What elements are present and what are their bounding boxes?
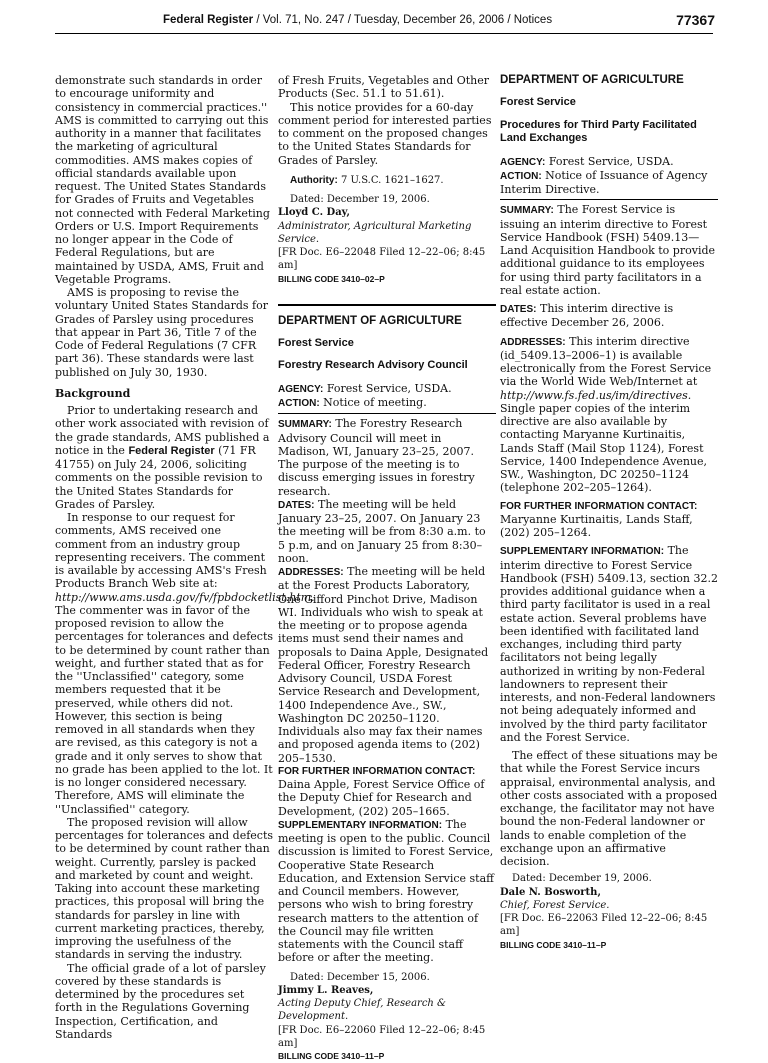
text: The Forestry Research Advisory Council will meet in Madison, WI, January 23–25, 2007. The purpose of the meeting is to discuss emerging issues in forestry research. — [278, 417, 475, 498]
fr-doc-line: [FR Doc. E6–22048 Filed 12–22–06; 8:45 am] — [278, 247, 486, 272]
column-2 — [278, 74, 496, 1063]
header-details: / Vol. 71, No. 247 / Tuesday, December 26, 2006 / Notices — [253, 14, 553, 26]
signer-name: Lloyd C. Day, — [278, 207, 351, 219]
fr-doc-line: [FR Doc. E6–22060 Filed 12–22–06; 8:45 am] — [278, 1024, 486, 1049]
page-number: 77367 — [676, 12, 715, 28]
label: SUPPLEMENTARY INFORMATION: — [278, 819, 443, 831]
text: Notice of Issuance of Agency Interim Directive. — [500, 168, 708, 196]
web-link[interactable]: http://www.ams.usda.gov/fv/fpbdocketlist.htm. — [55, 590, 315, 604]
action-line — [500, 169, 718, 197]
contact-text: Maryanne Kurtinaitis, Lands Staff, (202) 205–1264. — [500, 512, 693, 539]
action-line — [278, 396, 496, 410]
billing-code: BILLING CODE 3410–02–P — [278, 273, 385, 284]
addresses — [500, 335, 718, 495]
label: SUMMARY: — [500, 205, 554, 217]
text: This interim directive is effective December 26, 2006. — [500, 302, 674, 330]
supplementary-info — [500, 544, 718, 744]
paragraph: of Fresh Fruits, Vegetables and Other Products (Sec. 51.1 to 51.61). — [278, 74, 490, 101]
label: SUMMARY: — [278, 419, 332, 431]
dated-line: Dated: December 15, 2006. — [290, 971, 430, 983]
column-3 — [500, 74, 718, 952]
header-rule — [55, 33, 713, 34]
divider — [278, 304, 496, 306]
paragraph: AMS is proposing to revise the voluntary United States Standards for Grades of Parsley using procedures that appear in Part 36, Title 7 of the Code of Federal Regulations (7 CFR part 36). These standards were last published on July 30, 1930. — [55, 286, 268, 379]
contact-label: FOR FURTHER INFORMATION CONTACT: — [500, 500, 698, 512]
label: DATES: — [278, 499, 315, 511]
page-header — [55, 12, 715, 32]
text: Single paper copies of the interim directive are also available by contacting Maryanne Kurtinaitis, Lands Staff (Mail Stop 1124), Forest Service, 1400 Independence Avenue, SW., Washington, DC 20250–1124 (telephone 202–205–1264). — [500, 401, 708, 495]
text: 7 U.S.C. 1621–1627. — [337, 174, 444, 186]
label: ADDRESSES: — [278, 567, 344, 578]
text-bold: Federal Register — [128, 444, 215, 457]
summary — [500, 203, 718, 297]
billing-code: BILLING CODE 3410–11–P — [278, 1051, 385, 1061]
text: The Forest Service is issuing an interim directive to Forest Service Handbook (FSH) 5409.13—Land Acquisition Handbook to provide additional guidance to its employees for using third party facilitators in a real estate action. — [500, 203, 716, 297]
summary — [278, 417, 496, 498]
web-link[interactable]: http://www.fs.fed.us/im/directives. — [500, 388, 692, 402]
label: DATES: — [500, 304, 537, 315]
paragraph: The official grade of a lot of parsley covered by these standards is determined by the procedures set forth in the Regulations Governing Inspection, Certification, and Standards — [55, 961, 266, 1041]
signer-name: Jimmy L. Reaves, — [278, 984, 374, 996]
divider — [278, 413, 496, 414]
notice-subject: Forestry Research Advisory Council — [278, 359, 468, 372]
text: (71 FR 41755) on July 24, 2006, soliciting comments on the possible revision to the United States Standards for Grades of Parsley. — [55, 443, 263, 511]
text: In response to our request for comments, AMS received one comment from an industry group representing receivers. The comment is available by accessing AMS's Fresh Products Branch Web site at: — [55, 511, 267, 591]
text: The interim directive to Forest Service Handbook (FSH) 5409.13, section 32.2 provides additional guidance when a third party facilitator is used in a real estate action. Several problems have been identified with facilitated land exchanges, including third party facilitators not being legally authorized in writing by non-Federal landowners to represent their interests, and non-Federal landowners not being adequately informed and involved by the third party facilitator and the Forest Service. — [500, 544, 718, 744]
addresses — [278, 565, 496, 765]
text: The meeting will be held January 23–25, 2007. On January 23 the meeting will be from 8:30 a.m. to 5 p.m, and on January 25 from 8:30–noon. — [278, 497, 486, 565]
text: Notice of meeting. — [319, 396, 427, 409]
text: The commenter was in favor of the proposed revision to allow the percentages for tolerances and defects to be determined by count rather than weight, and further stated that as for the ''Unclassified'' category, some members requested that it be preserved, while others did not. However, this section is being removed in all standards when they are revised, as this category is not a grade and it only serves to show that no grade has been applied to the lot. It is no longer considered necessary. Therefore, AMS will eliminate the ''Unclassified'' category. — [55, 603, 274, 816]
agency-line — [278, 382, 496, 396]
text: Forest Service, USDA. — [545, 154, 674, 168]
department-heading: DEPARTMENT OF AGRICULTURE — [278, 314, 462, 327]
label: ACTION: — [500, 170, 542, 182]
agency-heading: Forest Service — [500, 96, 576, 109]
agency-line — [500, 155, 718, 169]
fr-doc-line: [FR Doc. E6–22063 Filed 12–22–06; 8:45 am] — [500, 913, 708, 938]
paragraph: This notice provides for a 60-day comment period for interested parties to comment on the proposed changes to the United States Standards for Grades of Parsley. — [278, 100, 492, 167]
paragraph: The effect of these situations may be that while the Forest Service incurs appraisal, environmental analysis, and other costs associated with a proposed exchange, the facilitator may not have bound the non-Federal landowner or lands to enable completion of the exchange upon an affirmative decision. — [500, 749, 718, 868]
agency-heading: Forest Service — [278, 337, 354, 349]
paragraph: demonstrate such standards in order to encourage uniformity and consistency in commercial practices.'' AMS is committed to carrying out this authority in a manner that facilitates the marketing of agricultural commodities. AMS makes copies of official standards available upon request. The United States Standards for Grades of Fruits and Vegetables not connected with Federal Marketing Orders or U.S. Import Requirements no longer appear in the Code of Federal Regulations, but are maintained by USDA, AMS, Fruit and Vegetable Programs. — [55, 74, 270, 286]
supplementary-info — [278, 818, 496, 965]
dated-line: Dated: December 19, 2006. — [290, 194, 430, 205]
contact-label: FOR FURTHER INFORMATION CONTACT: — [278, 765, 476, 777]
label: ADDRESSES: — [500, 336, 566, 348]
notice-subject: Procedures for Third Party Facilitated Land Exchanges — [500, 118, 697, 144]
header-journal: Federal Register — [163, 14, 254, 26]
billing-code: BILLING CODE 3410–11–P — [500, 939, 607, 950]
authority-line — [278, 174, 496, 187]
signer-title: Administrator, Agricultural Marketing Service. — [278, 220, 472, 245]
text: Forest Service, USDA. — [323, 381, 452, 395]
header-citation — [163, 14, 552, 26]
label: AGENCY: — [500, 156, 546, 168]
signer-title: Acting Deputy Chief, Research & Development. — [278, 998, 446, 1023]
dates — [278, 498, 496, 565]
text: The meeting is open to the public. Council discussion is limited to Forest Service, Cooperative State Research Education, and Extension Service staff and Council members. However, persons who wish to bring forestry research matters to the attention of the Council may file written statements with the Council staff before or after the meeting. — [278, 817, 494, 965]
label: SUPPLEMENTARY INFORMATION: — [500, 546, 665, 558]
label: Authority: — [290, 174, 338, 186]
label: AGENCY: — [278, 383, 324, 395]
signer-name: Dale N. Bosworth, — [500, 886, 601, 898]
section-heading-background: Background — [55, 386, 131, 400]
label: ACTION: — [278, 398, 320, 409]
department-heading: DEPARTMENT OF AGRICULTURE — [500, 74, 684, 86]
dates — [500, 302, 718, 330]
dated-line: Dated: December 19, 2006. — [512, 873, 652, 885]
text: Prior to undertaking research and other work associated with revision of the grade standards, AMS published a notice in the — [55, 404, 270, 457]
text: This interim directive (id_5409.13–2006–1) is available electronically from the Forest Service via the World Wide Web/Internet at — [500, 334, 712, 389]
paragraph: The proposed revision will allow percentages for tolerances and defects to be determined by count rather than weight. Currently, parsley is packed and marketed by count and weight. Taking into account these marketing practices, this proposal will bring the standards for parsley in line with current marketing practices, thereby, improving the usefulness of the standards in serving the industry. — [55, 815, 274, 962]
text: The meeting will be held at the Forest Products Laboratory, One Gifford Pinchot Drive, Madison WI. Individuals who wish to speak at the meeting or to propose agenda items must send their names and proposals to Daina Apple, Designated Federal Officer, Forestry Research Advisory Council, USDA Forest Service Research and Development, 1400 Independence Ave., SW., Washington DC 20250–1120. Individuals also may fax their names and proposed agenda items to (202) 205–1530. — [278, 565, 489, 765]
signer-title: Chief, Forest Service. — [500, 899, 610, 911]
contact-text: Daina Apple, Forest Service Office of the Deputy Chief for Research and Development, (202) 205–1665. — [278, 778, 485, 818]
paragraph — [55, 404, 273, 511]
divider — [500, 199, 718, 200]
